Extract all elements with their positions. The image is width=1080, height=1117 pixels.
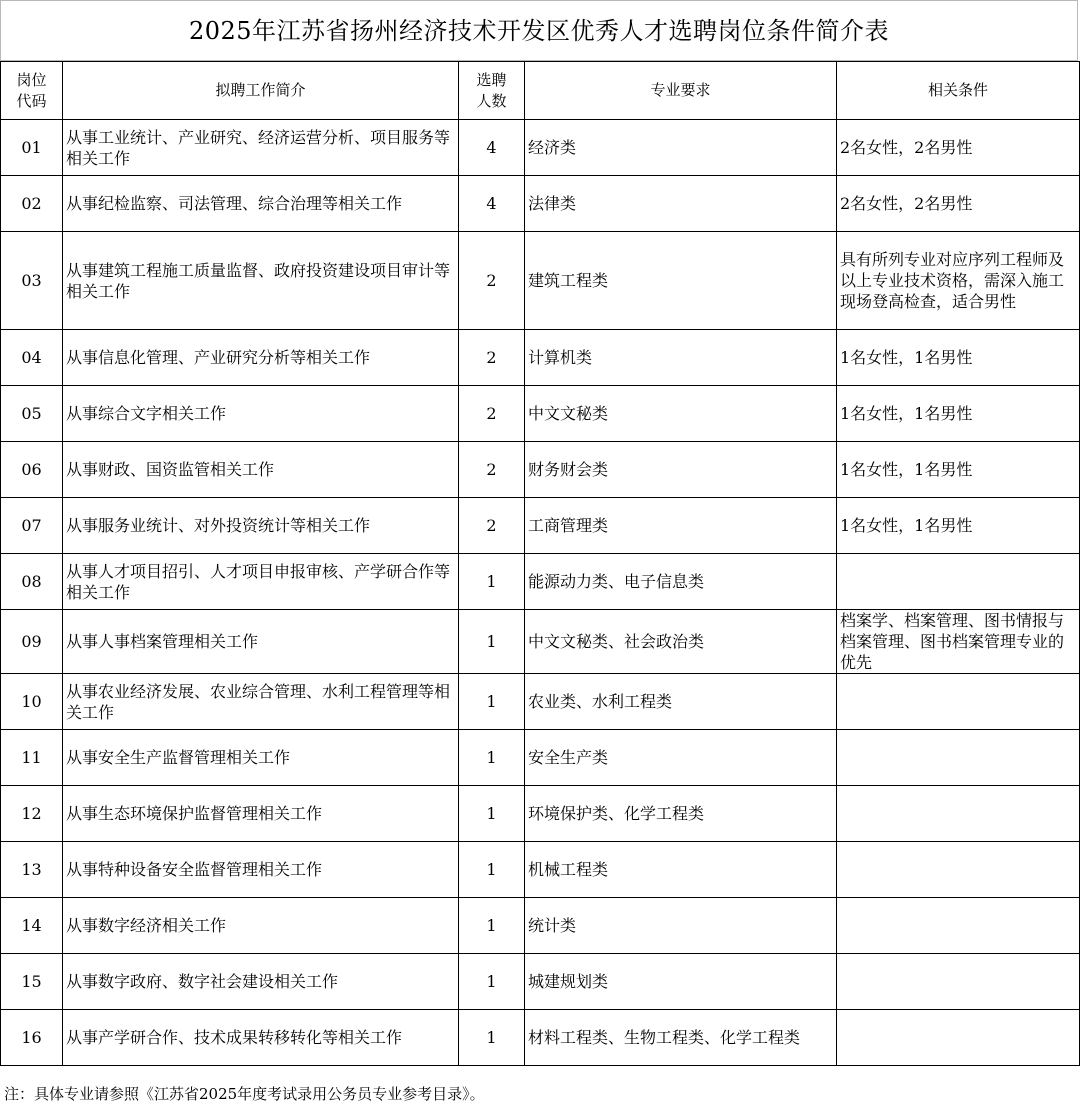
header-intro: 拟聘工作简介: [63, 62, 459, 120]
cell-intro: 从事纪检监察、司法管理、综合治理等相关工作: [63, 176, 459, 232]
header-count-line1: 选聘: [476, 70, 507, 89]
cell-conditions: [837, 954, 1080, 1010]
cell-count: 1: [459, 610, 525, 674]
table-row: [1, 498, 1080, 554]
header-count: [459, 62, 525, 120]
cell-intro: 从事建筑工程施工质量监督、政府投资建设项目审计等相关工作: [63, 232, 459, 330]
header-conditions: 相关条件: [837, 62, 1080, 120]
table-row: [1, 898, 1080, 954]
cell-count: 1: [459, 1010, 525, 1066]
cell-code: 10: [1, 674, 63, 730]
cell-intro: 从事生态环境保护监督管理相关工作: [63, 786, 459, 842]
cell-conditions: [837, 674, 1080, 730]
cell-code: 08: [1, 554, 63, 610]
cell-code: 11: [1, 730, 63, 786]
cell-code: 14: [1, 898, 63, 954]
table-row: [1, 674, 1080, 730]
cell-code: 05: [1, 386, 63, 442]
cell-conditions: [837, 554, 1080, 610]
cell-count: 1: [459, 842, 525, 898]
cell-count: 1: [459, 554, 525, 610]
cell-conditions: 1名女性，1名男性: [837, 498, 1080, 554]
cell-intro: 从事数字政府、数字社会建设相关工作: [63, 954, 459, 1010]
cell-code: 07: [1, 498, 63, 554]
cell-code: 04: [1, 330, 63, 386]
cell-intro: 从事农业经济发展、农业综合管理、水利工程管理等相关工作: [63, 674, 459, 730]
cell-code: 13: [1, 842, 63, 898]
header-code-line2: 代码: [16, 91, 47, 110]
cell-conditions: [837, 1010, 1080, 1066]
cell-count: 2: [459, 386, 525, 442]
table-body: [1, 120, 1080, 1066]
cell-major: 机械工程类: [525, 842, 837, 898]
table-row: [1, 730, 1080, 786]
table-row: [1, 176, 1080, 232]
cell-intro: 从事安全生产监督管理相关工作: [63, 730, 459, 786]
cell-code: 09: [1, 610, 63, 674]
cell-code: 15: [1, 954, 63, 1010]
cell-intro: 从事财政、国资监管相关工作: [63, 442, 459, 498]
cell-code: 06: [1, 442, 63, 498]
cell-conditions: 2名女性，2名男性: [837, 120, 1080, 176]
cell-count: 1: [459, 954, 525, 1010]
table-row: [1, 1010, 1080, 1066]
header-code: [1, 62, 63, 120]
cell-intro: 从事人才项目招引、人才项目申报审核、产学研合作等相关工作: [63, 554, 459, 610]
cell-conditions: [837, 786, 1080, 842]
cell-conditions: [837, 842, 1080, 898]
table-row: [1, 610, 1080, 674]
table-row: [1, 842, 1080, 898]
table-row: [1, 442, 1080, 498]
cell-intro: 从事数字经济相关工作: [63, 898, 459, 954]
cell-code: 16: [1, 1010, 63, 1066]
cell-intro: 从事产学研合作、技术成果转移转化等相关工作: [63, 1010, 459, 1066]
cell-conditions: 1名女性，1名男性: [837, 386, 1080, 442]
cell-major: 城建规划类: [525, 954, 837, 1010]
cell-conditions: 2名女性，2名男性: [837, 176, 1080, 232]
cell-conditions: 档案学、档案管理、图书情报与档案管理、图书档案管理专业的优先: [837, 610, 1080, 674]
cell-code: 12: [1, 786, 63, 842]
cell-conditions: 1名女性，1名男性: [837, 330, 1080, 386]
cell-major: 统计类: [525, 898, 837, 954]
cell-major: 农业类、水利工程类: [525, 674, 837, 730]
table-row: [1, 232, 1080, 330]
table-row: [1, 120, 1080, 176]
cell-major: 能源动力类、电子信息类: [525, 554, 837, 610]
cell-code: 02: [1, 176, 63, 232]
cell-major: 环境保护类、化学工程类: [525, 786, 837, 842]
cell-intro: 从事特种设备安全监督管理相关工作: [63, 842, 459, 898]
cell-count: 2: [459, 442, 525, 498]
header-major: 专业要求: [525, 62, 837, 120]
cell-conditions: [837, 898, 1080, 954]
table-row: [1, 554, 1080, 610]
cell-count: 1: [459, 730, 525, 786]
header-count-line2: 人数: [476, 91, 507, 110]
cell-intro: 从事人事档案管理相关工作: [63, 610, 459, 674]
cell-conditions: [837, 730, 1080, 786]
cell-major: 经济类: [525, 120, 837, 176]
cell-major: 计算机类: [525, 330, 837, 386]
cell-count: 1: [459, 674, 525, 730]
cell-intro: 从事服务业统计、对外投资统计等相关工作: [63, 498, 459, 554]
cell-conditions: 1名女性，1名男性: [837, 442, 1080, 498]
cell-major: 财务财会类: [525, 442, 837, 498]
cell-major: 工商管理类: [525, 498, 837, 554]
cell-count: 2: [459, 330, 525, 386]
cell-intro: 从事工业统计、产业研究、经济运营分析、项目服务等相关工作: [63, 120, 459, 176]
cell-major: 法律类: [525, 176, 837, 232]
cell-count: 1: [459, 898, 525, 954]
table-row: [1, 786, 1080, 842]
positions-table: [0, 61, 1080, 1066]
table-row: [1, 386, 1080, 442]
cell-intro: 从事综合文字相关工作: [63, 386, 459, 442]
header-code-line1: 岗位: [16, 70, 47, 89]
table-header-row: [1, 62, 1080, 120]
cell-conditions: 具有所列专业对应序列工程师及以上专业技术资格，需深入施工现场登高检查，适合男性: [837, 232, 1080, 330]
cell-major: 建筑工程类: [525, 232, 837, 330]
cell-intro: 从事信息化管理、产业研究分析等相关工作: [63, 330, 459, 386]
cell-count: 1: [459, 786, 525, 842]
cell-major: 中文文秘类、社会政治类: [525, 610, 837, 674]
table-row: [1, 330, 1080, 386]
cell-count: 2: [459, 232, 525, 330]
cell-code: 03: [1, 232, 63, 330]
cell-major: 安全生产类: [525, 730, 837, 786]
cell-major: 中文文秘类: [525, 386, 837, 442]
page-title: 2025年江苏省扬州经济技术开发区优秀人才选聘岗位条件简介表: [0, 0, 1078, 61]
footnote: 注：具体专业请参照《江苏省2025年度考试录用公务员专业参考目录》。: [4, 1085, 485, 1103]
cell-count: 4: [459, 176, 525, 232]
cell-code: 01: [1, 120, 63, 176]
cell-count: 4: [459, 120, 525, 176]
cell-count: 2: [459, 498, 525, 554]
cell-major: 材料工程类、生物工程类、化学工程类: [525, 1010, 837, 1066]
table-row: [1, 954, 1080, 1010]
